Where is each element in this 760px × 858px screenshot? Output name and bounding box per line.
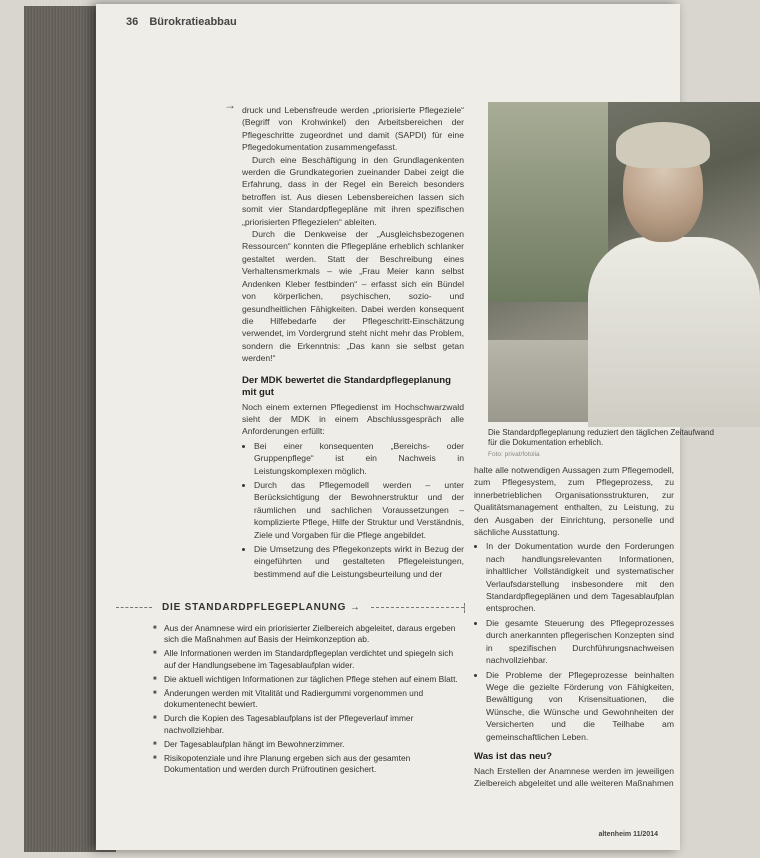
caption-text: Die Standardpflegeplanung reduziert den täglichen Zeitaufwand für die Dokumentation erheblich. xyxy=(488,428,714,447)
info-box-title: DIE STANDARDPFLEGEPLANUNG xyxy=(162,602,347,613)
main-column xyxy=(242,104,464,582)
paragraph: halte alle notwendigen Aussagen zum Pflegemodell, zum Pflegesystem, zum Pflegeprozess, zu innerbetrieblichen Organisationsstrukturen, zur Qualitätsmanagement enthalten, zu Leistung, zu den Ausgaben der Einrichtung, personelle und sächliche Ausstattung. xyxy=(474,465,674,538)
subheading: Der MDK bewertet die Standardpflegeplanung mit gut xyxy=(242,374,451,398)
photo-caption xyxy=(488,428,718,460)
list-item: ■ Aus der Anamnese wird ein priorisierter Zielbereich abgeleitet, daraus ergeben sich die Maßnahmen auf Basis der Heimkonzeption ab. xyxy=(164,623,466,645)
info-box-list xyxy=(152,623,466,775)
paragraph: Nach Erstellen der Anamnese werden im jeweiligen Zielbereich abgeleitet und alle weiteren Maßnahmen xyxy=(474,765,674,789)
list-item: ■ Die aktuell wichtigen Informationen zur täglichen Pflege stehen auf einem Blatt. xyxy=(164,674,466,685)
book-page xyxy=(96,4,714,850)
photo-credit: Foto: privat/fotolia xyxy=(488,451,540,458)
list-item: • Die gesamte Steuerung des Pflegeprozesses durch anerkannten pflegerischen Konzepten sind in spezifischen Durchführungsnachweisen nachvollziehbar. xyxy=(486,617,674,667)
page-footer: altenheim 11/2014 xyxy=(598,831,658,838)
page-number: 36 xyxy=(126,16,139,28)
list-item: ■ Risikopotenziale und ihre Planung ergeben sich aus der gesamten Dokumentation und werden durch Prüfroutinen gesichert. xyxy=(164,753,466,775)
list-item: • In der Dokumentation wurde den Forderungen nach handlungsrelevanten Informationen, inhaltlicher Vollständigkeit und systematischer Verlaufsdarstellung insbesondere mit den Standardpflegeplänen und dem Tagesablaufplan entsprochen. xyxy=(486,540,674,614)
paragraph: Noch einem externen Pflegedienst im Hochschwarzwald sieht der MDK in einem Abschlussgespräch alle Anforderungen erfüllt: xyxy=(242,401,464,437)
dashed-rule-end xyxy=(464,603,466,613)
paragraph: druck und Lebensfreude werden „priorisierte Pflegeziele“ (Begriff von Krohwinkel) den Arbeitsbereichen der Pflegeschritte zugeordnet und damit (SAPDI) für eine Pflegedokumentation zusammengefasst. xyxy=(242,105,464,153)
info-box-header xyxy=(116,602,466,613)
photo-person-hair xyxy=(616,122,710,168)
arrow-right-icon: → xyxy=(346,602,361,613)
list-item: • Durch das Pflegemodell werden – unter Berücksichtigung der Bewohnerstruktur und der räumlichen und sachlichen Voraussetzungen – komplizierte Pflege, Hilfe der Struktur und Verständnis, Ziele und Vorgaben für die Pflege angebildet. xyxy=(254,479,464,541)
list-item: ■ Alle Informationen werden im Standardpflegeplan verdichtet und spiegeln sich auf der Handlungsebene im Tagesablaufplan wider. xyxy=(164,648,466,670)
dashed-rule xyxy=(116,607,152,608)
info-box xyxy=(116,602,466,842)
paragraph: Durch eine Beschäftigung in den Grundlagenkenten werden die Grundkategorien zueinander Dabei zeigt die Erfahrung, dass in der Regel ein Bereich besonders betroffen ist. Aus diesen Lebensbereichen lassen sich somit vier Standardpflegepläne mit ihren spezifischen „priorisierten Pflegezielen“ ableiten. xyxy=(242,154,464,227)
dashed-rule xyxy=(371,607,464,608)
bullet-list xyxy=(242,440,464,580)
right-column xyxy=(474,464,674,790)
page-header xyxy=(126,16,237,28)
bullet-list xyxy=(474,540,674,743)
subheading: Was ist das neu? xyxy=(474,750,553,762)
list-item: • Bei einer konsequenten „Bereichs- oder Gruppenpflege“ ist ein Nachweis in Leistungskomplexen möglich. xyxy=(254,440,464,477)
paragraph: Durch die Denkweise der „Ausgleichsbezogenen Ressourcen“ konnten die Pflegepläne erheblich schlanker gestaltet werden. Statt der Beschreibung eines Verhaltensmerkmals – wie „Frau Meier kann selbst Andenken Kleber festbinden“ – erfasst sich ein Bündel von körperlichen, psychischen, sozio- und gesundheitlichen Fähigkeiten. Dabei werden konsequent die Hilfebedarfe der Pflegeschritt-Einschätzung verwendet, im Vordergrund steht nicht mehr das Problem, sondern die Erkenntnis: „Das kann sie selbst getan werden!“ xyxy=(242,229,464,364)
list-item: ■ Durch die Kopien des Tagesablaufplans ist der Pflegeverlauf immer nachvollziehbar. xyxy=(164,713,466,735)
photo-window xyxy=(488,102,608,302)
list-item: • Die Probleme der Pflegeprozesse beinhalten Wege die gezielte Förderung von Fähigkeiten, Bewältigung von Krisensituationen, die Wünsche, die Wünsche und Gewohnheiten der Versicherten und die Teilhabe am gemeinschaftlichen Leben. xyxy=(486,669,674,743)
list-item: ■ Der Tagesablaufplan hängt im Bewohnerzimmer. xyxy=(164,739,466,750)
nurse-photo xyxy=(488,102,760,422)
photo-person-body xyxy=(588,237,760,427)
continuation-arrow-icon: → xyxy=(224,98,236,112)
chapter-title: Bürokratieabbau xyxy=(149,16,237,28)
list-item: ■ Änderungen werden mit Vitalität und Radiergummi vorgenommen und dokumentenecht bewiert. xyxy=(164,688,466,710)
list-item: • Die Umsetzung des Pflegekonzepts wirkt in Bezug der eingeführten und gestalteten Pflegeleistungen, bestimmend auf die Leistungsbeurteilung und der xyxy=(254,543,464,580)
